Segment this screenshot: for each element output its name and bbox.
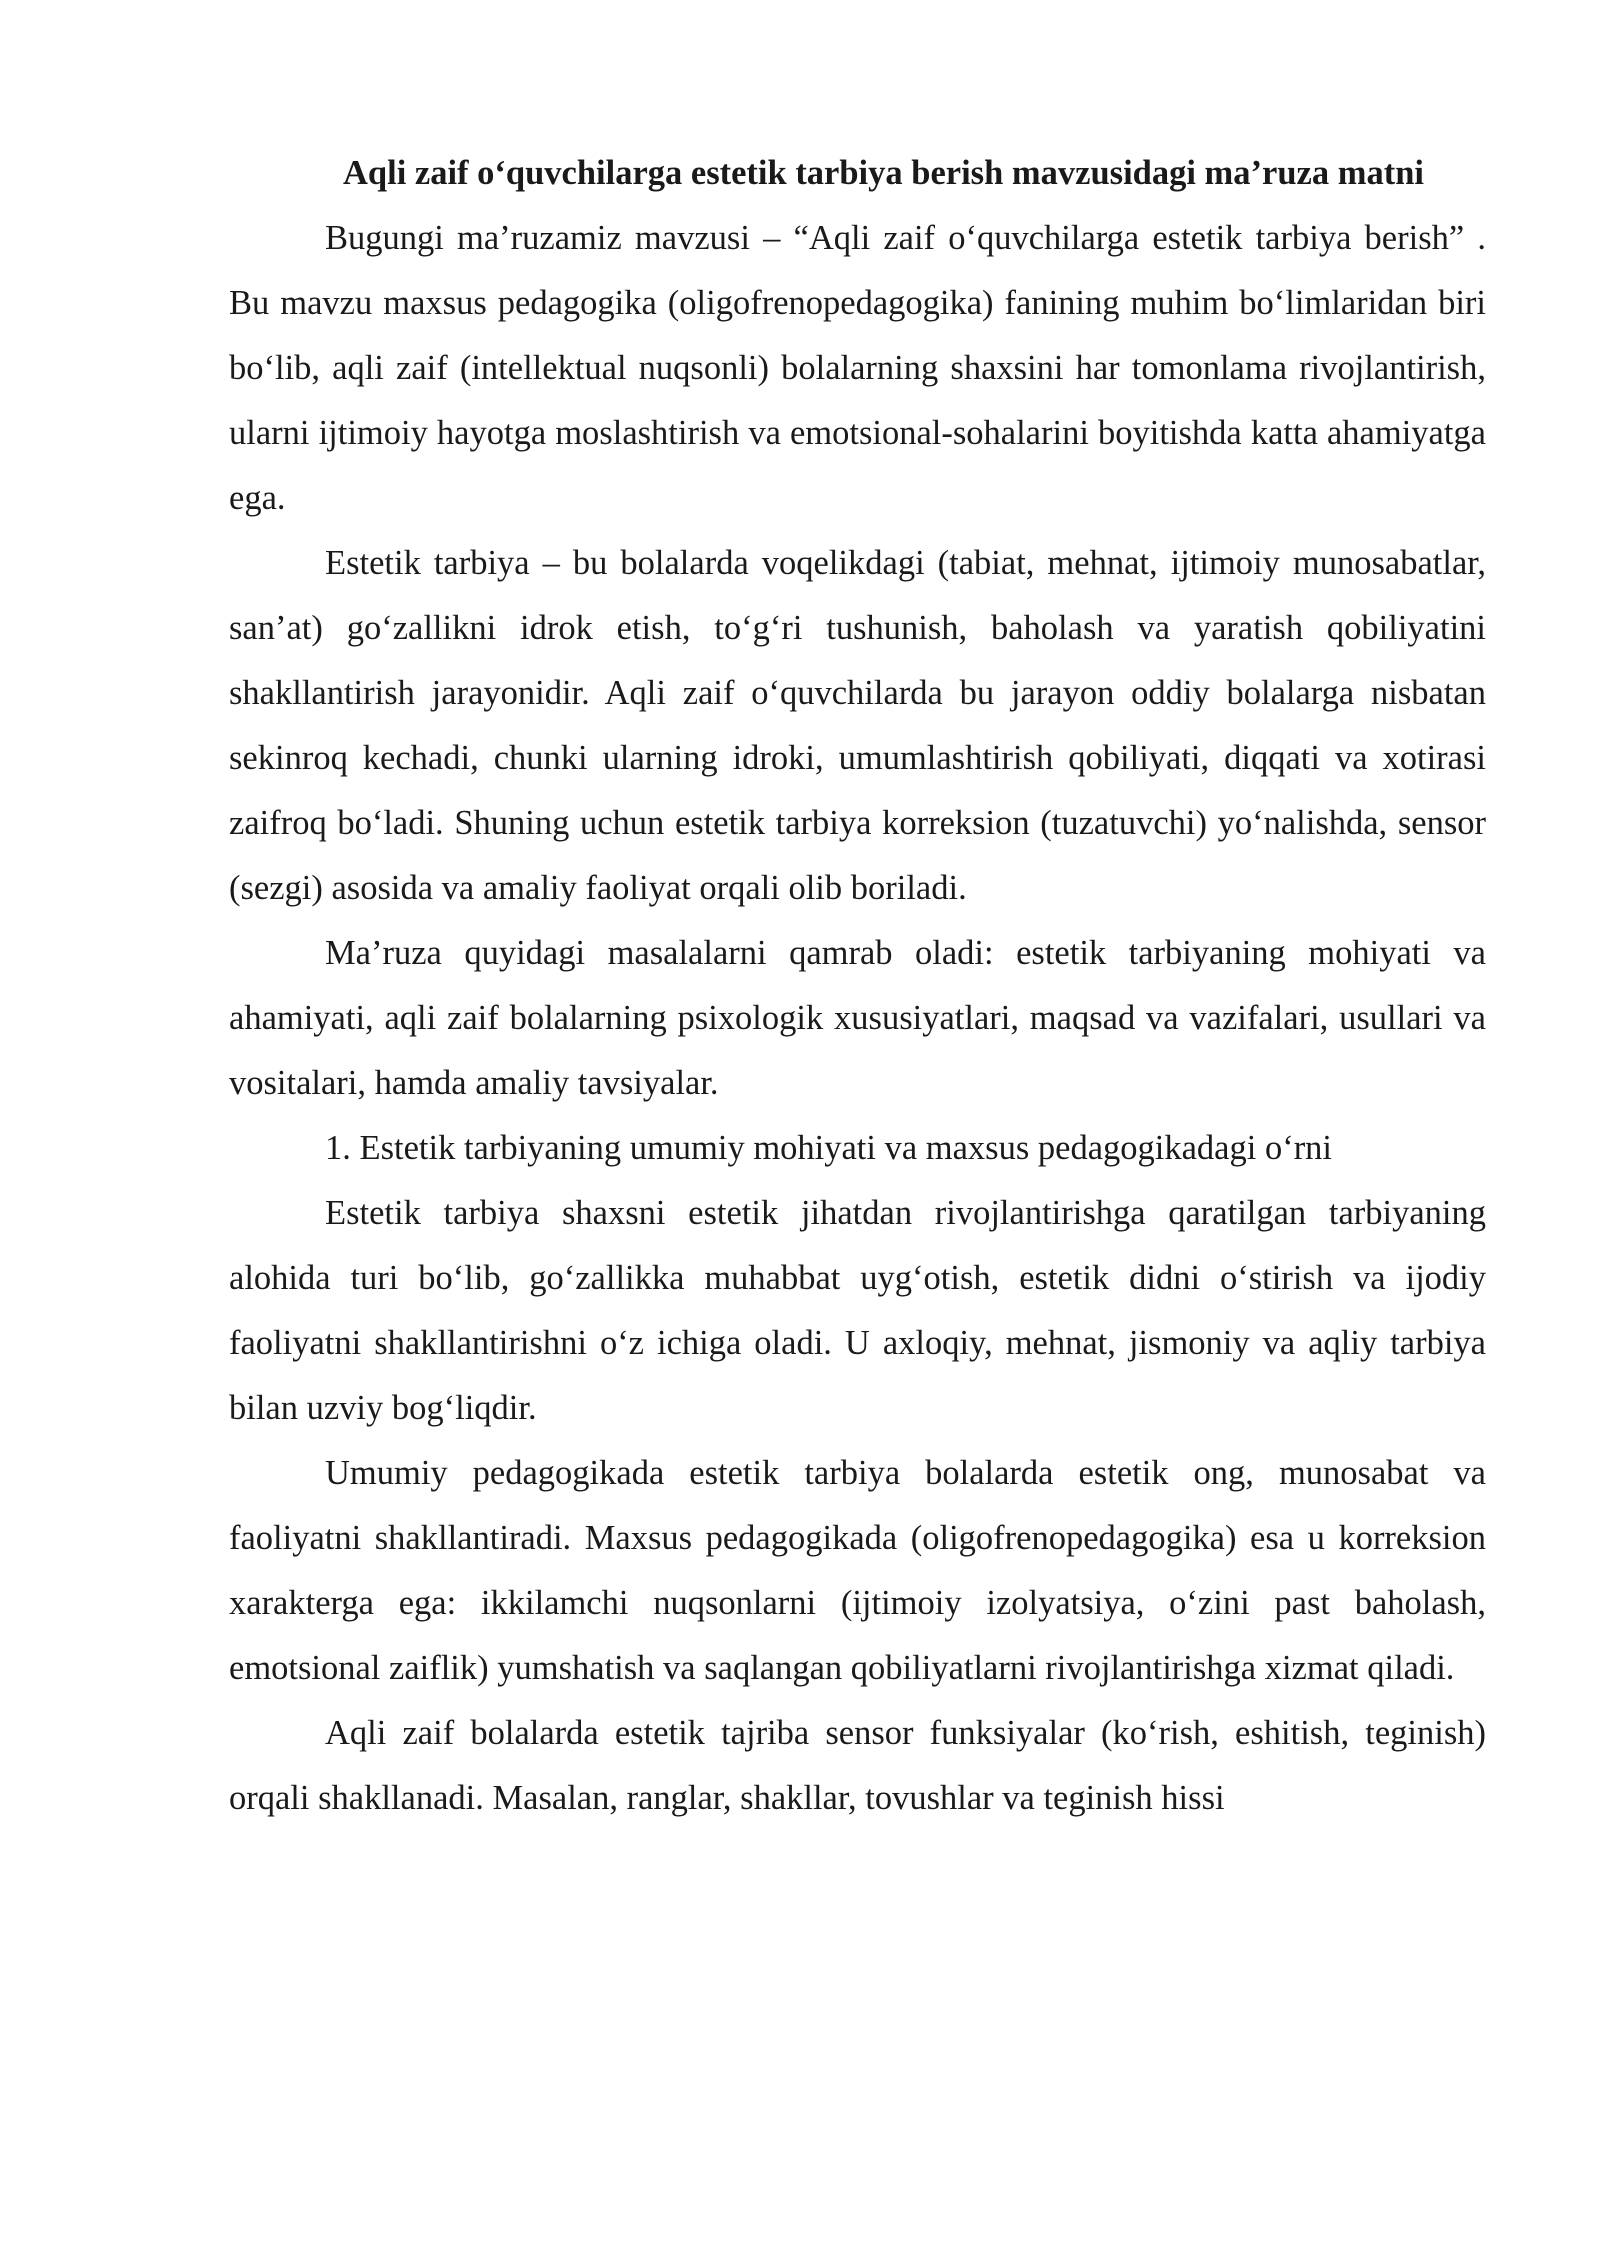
intro-paragraph-2: Estetik tarbiya – bu bolalarda voqelikdagi (tabiat, mehnat, ijtimoiy munosabatlar, san’at) go‘zallikni idrok etish, to‘g‘ri tushunish, baholash va yaratish qobiliyatini shakllantirish jarayonidir. Aqli zaif o‘quvchilarda bu jarayon oddiy bolalarga nisbatan sekinroq kechadi, chunki ularning idroki, umumlashtirish qobiliyati, diqqati va xotirasi zaifroq bo‘ladi. Shuning uchun estetik tarbiya korreksion (tuzatuvchi) yo‘nalishda, sensor (sezgi) asosida va amaliy faoliyat orqali olib boriladi.	[229, 544, 1486, 907]
document-page	[229, 140, 1486, 1831]
intro-paragraph-3: Ma’ruza quyidagi masalalarni qamrab oladi: estetik tarbiyaning mohiyati va ahamiyati, aqli zaif bolalarning psixologik xususiyatlari, maqsad va vazifalari, usullari va vositalari, hamda amaliy tavsiyalar.	[229, 934, 1486, 1102]
section-heading: 1. Estetik tarbiyaning umumiy mohiyati va maxsus pedagogikadagi o‘rni	[325, 1129, 1333, 1167]
document-title: Aqli zaif o‘quvchilarga estetik tarbiya berish mavzusidagi ma’ruza matni	[343, 154, 1424, 192]
intro-paragraph-1: Bugungi ma’ruzamiz mavzusi – “Aqli zaif o‘quvchilarga estetik tarbiya berish” . Bu mavzu maxsus pedagogika (oligofrenopedagogika) fanining muhim bo‘limlaridan biri bo‘lib, aqli zaif (intellektual nuqsonli) bolalarning shaxsini har tomonlama rivojlantirish, ularni ijtimoiy hayotga moslashtirish va emotsional-sohalarini boyitishda katta ahamiyatga ega.	[229, 219, 1486, 517]
section-paragraph-1: Estetik tarbiya shaxsni estetik jihatdan rivojlantirishga qaratilgan tarbiyaning alohida turi bo‘lib, go‘zallikka muhabbat uyg‘otish, estetik didni o‘stirish va ijodiy faoliyatni shakllantirishni o‘z ichiga oladi. U axloqiy, mehnat, jismoniy va aqliy tarbiya bilan uzviy bog‘liqdir.	[229, 1194, 1486, 1427]
section-paragraph-3: Aqli zaif bolalarda estetik tajriba sensor funksiyalar (ko‘rish, eshitish, teginish) orqali shakllanadi. Masalan, ranglar, shakllar, tovushlar va teginish hissi	[229, 1714, 1486, 1817]
section-paragraph-2: Umumiy pedagogikada estetik tarbiya bolalarda estetik ong, munosabat va faoliyatni shakllantiradi. Maxsus pedagogikada (oligofrenopedagogika) esa u korreksion xarakterga ega: ikkilamchi nuqsonlarni (ijtimoiy izolyatsiya, o‘zini past baholash, emotsional zaiflik) yumshatish va saqlangan qobiliyatlarni rivojlantirishga xizmat qiladi.	[229, 1454, 1486, 1687]
